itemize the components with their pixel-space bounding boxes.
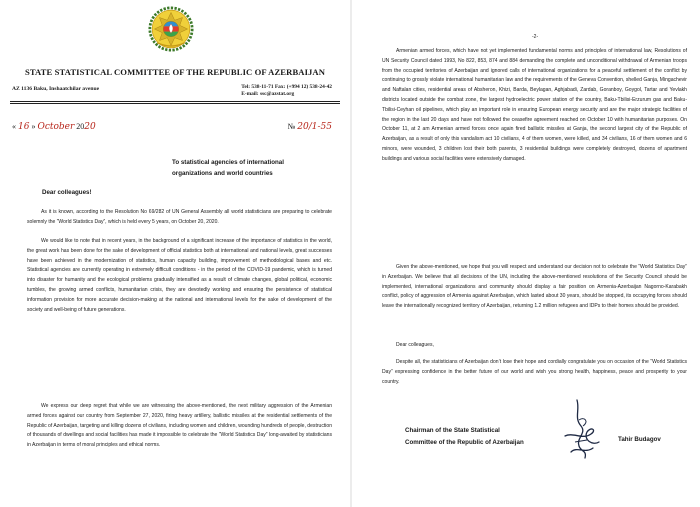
date-year-suffix: 20 — [84, 122, 96, 132]
page-number: -2- — [532, 34, 539, 40]
header-divider-secondary — [10, 103, 340, 104]
email-address: E-mail: ssc@azstat.org — [241, 91, 295, 97]
body-paragraph: Armenian armed forces, which have not yet implemented fundamental norms and principles of international law, Resolutions of UN Security Council dated 1993, No 822, 853, 874 and 884 demanding the complete and unconditional withdrawal of Armenian troops from the occupied territories of Azerbaijan and ignored calls of international organizations for a peaceful settlement of the conflict by continuing to grossly violate international humanitarian law and the requirements of the Geneva Convention, shelled Ganja, Mingachevir and Naftalan cities, residential areas of Absheron, Khizi, Barda, Beylagan, Aghjabadi, Zardab, Goranboy, Goygol, Tartar and Yevlakh districts located outside the combat zone, the largest hydroelectric power station of the country, Baku-Tbilisi-Erzurum gas and Baku-Tbilisi-Ceyhan oil pipelines, which play an important role in ensuring European energy security and are the major strategic facilities of the region in the last 20 days and have not followed the ceasefire agreement reached on October 10 with humanitarian purposes. On October 11, at 2 am Armenian armed forces once again fired ballistic missiles at Ganja, the second largest city of the Republic of Azerbaijan, as a result of only this vandalism act 10 civilians, 4 of them women, were killed, and 34 civilians, 16 of them women and 6 minors, were wounded, 3 children lost their both parents, 3 residential buildings were completely destroyed, dozens of apartment buildings and various social facilities were extensively damaged. — [382, 48, 687, 162]
signatory-name: Tahir Budagov — [618, 436, 661, 443]
recipient-line-1: To statistical agencies of international — [172, 159, 284, 166]
date-year-prefix: 20 — [76, 122, 85, 131]
letter-reference — [288, 122, 332, 132]
date-month: October — [37, 122, 75, 132]
salutation: Dear colleagues! — [42, 189, 92, 196]
organization-address: AZ 1136 Baku, Inshaatchilar avenue — [12, 86, 100, 92]
body-paragraph: We express our deep regret that while we are witnessing the above-mentioned, the next military aggression of the Armenian armed forces against our country from September 27, 2020, firing heavy artillery, ballistic missiles at the residential settlements of the Republic of Azerbaijan, targeting and killing dozens of civilians, including women and children, wounding hundreds of people, destruction of thousands of dwellings and social facilities has made it impossible to celebrate the “World Statistics Day” long-awaited by statisticians in Azerbaijan in terms of moral principles and ethical norms. — [27, 403, 332, 449]
letter-page-2 — [352, 0, 700, 507]
body-paragraph: Despite all, the statisticians of Azerbaijan don’t lose their hope and cordially congratulate you on occasion of the “World Statistics Day” expressing confidence in the better future of our world and wish you strong health, happiness, peace and prosperity to your country. — [382, 359, 687, 385]
handwritten-signature-icon — [557, 396, 605, 468]
recipient-line-2: organizations and world countries — [172, 170, 273, 177]
state-emblem-icon — [148, 6, 194, 52]
body-paragraph: We would like to note that in recent years, in the background of a significant increase of the importance of statistics in the world, the great work has been done for the sake of development of official statistics both at international and national levels, great successes have been achieved in the modernization of statistics, human capacity building, improvement of methodological bases and etc. Statistical agencies are currently operating in extremely difficult conditions - in the period of the COVID-19 pandemic, which is turned into disaster for humanity and the ecological problems gradually intensified as a result of climate changes, global political, economic tumbles, the growing armed conflicts, humanitarian crisis, they are devotedly working and ensuring the persistence of statistical information provision for more accurate decision-making at the national and international levels for the sake of development of the society and well-being of future generations. — [27, 238, 332, 313]
body-paragraph: Given the above-mentioned, we hope that you will respect and understand our decision not to celebrate the “World Statistics Day” in Azerbaijan. We believe that all decisions of the UN, including the above-mentioned resolutions of the Security Council should be implemented, international organizations and community should display a fair position on Armenia-Azerbaijan Nagorno-Karabakh conflict, policy of aggression of Armenia against Azerbaijan, which lasted about 30 years, should be stopped, its occupying forces should leave the internationally recognized territory of Azerbaijan, returning 1.2 million refugees and IDPs to their homes should be provided. — [382, 264, 687, 310]
date-day: 16 — [18, 122, 30, 132]
organization-contact — [241, 84, 332, 98]
ref-prefix: № — [287, 122, 296, 131]
header-divider — [10, 101, 340, 102]
phone-fax: Tel: 538-11-71 Fax: (+994 12) 538-24-42 — [241, 84, 332, 90]
letter-date: « 16 » October 2020 — [12, 122, 96, 132]
organization-name: STATE STATISTICAL COMMITTEE OF THE REPUBLIC OF AZERBAIJAN — [24, 67, 326, 77]
ref-number: 20/1-55 — [297, 122, 332, 132]
recipient-block — [172, 157, 342, 179]
closing-salutation: Dear colleagues, — [396, 342, 434, 348]
signatory-title: Chairman of the State Statistical Committee of the Republic of Azerbaijan — [405, 427, 524, 446]
body-paragraph: As it is known, according to the Resolution No 69/282 of UN General Assembly all world statisticians are preparing to celebrate solemnly the “World Statistics Day”, which is held every 5 years, on October 20, 2020. — [27, 209, 332, 225]
